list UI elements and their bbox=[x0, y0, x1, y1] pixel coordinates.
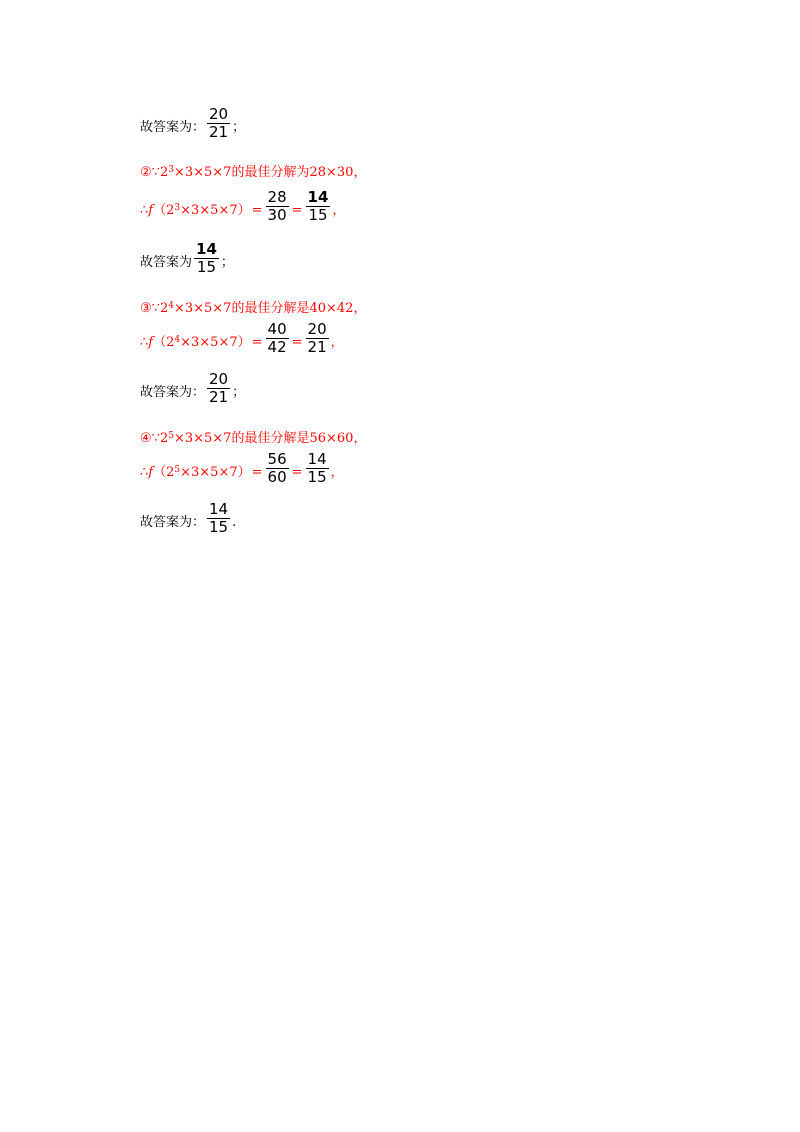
product-rest: ×3×5×7 bbox=[173, 301, 232, 316]
numerator: 56 bbox=[267, 450, 287, 468]
punctuation: ， bbox=[353, 301, 367, 316]
denominator: 30 bbox=[267, 206, 287, 224]
numerator: 40 bbox=[267, 320, 287, 338]
denominator: 15 bbox=[307, 468, 327, 486]
exponent: 5 bbox=[174, 465, 181, 475]
function-name: f bbox=[148, 335, 154, 350]
answer-line-10 bbox=[140, 490, 237, 536]
punctuation: ； bbox=[220, 255, 234, 270]
fraction bbox=[207, 371, 230, 406]
function-name: f bbox=[148, 203, 154, 218]
numerator: 14 bbox=[209, 500, 229, 518]
punctuation: ； bbox=[232, 385, 246, 400]
equals-sign: = bbox=[251, 465, 263, 480]
because-symbol: ∵ bbox=[151, 431, 160, 446]
punctuation: ， bbox=[332, 203, 346, 218]
factor-result: 40×42 bbox=[309, 301, 354, 316]
function-name: f bbox=[148, 465, 154, 480]
because-symbol: ∵ bbox=[151, 165, 160, 180]
exponent: 4 bbox=[168, 301, 174, 311]
therefore-symbol: ∴ bbox=[140, 203, 149, 218]
equals-sign: = bbox=[251, 203, 263, 218]
exponent: 3 bbox=[168, 165, 174, 175]
factor-result: 56×60 bbox=[309, 431, 354, 446]
circled-number: ② bbox=[140, 165, 152, 180]
close-paren: ） bbox=[237, 335, 251, 350]
denominator: 21 bbox=[209, 123, 229, 141]
denominator: 60 bbox=[267, 468, 287, 486]
f-line-6 bbox=[140, 310, 344, 356]
denominator: 21 bbox=[307, 338, 327, 356]
numerator: 20 bbox=[307, 320, 327, 338]
base: 2 bbox=[159, 431, 169, 446]
numerator: 28 bbox=[267, 188, 287, 206]
fraction-1 bbox=[266, 451, 289, 486]
product-rest: ×3×5×7 bbox=[180, 465, 238, 480]
equals-sign: = bbox=[251, 335, 263, 350]
fraction-1 bbox=[266, 189, 289, 224]
open-paren: （ bbox=[153, 203, 167, 218]
base: 2 bbox=[166, 335, 175, 350]
answer-line-7 bbox=[140, 360, 246, 406]
product-rest: ×3×5×7 bbox=[180, 203, 238, 218]
f-line-9 bbox=[140, 440, 344, 486]
base: 2 bbox=[159, 165, 169, 180]
numerator: 14 bbox=[307, 450, 327, 468]
close-paren: ） bbox=[237, 465, 251, 480]
denominator: 15 bbox=[209, 518, 229, 536]
denominator: 15 bbox=[308, 206, 328, 224]
fraction-2 bbox=[306, 189, 331, 224]
punctuation: . bbox=[232, 515, 237, 530]
product-rest: ×3×5×7 bbox=[180, 335, 238, 350]
fraction-2 bbox=[306, 451, 329, 486]
middle-text: 的最佳分解是 bbox=[231, 301, 310, 316]
punctuation: ， bbox=[330, 335, 344, 350]
answer-label: 故答案为： bbox=[140, 120, 206, 135]
denominator: 42 bbox=[267, 338, 287, 356]
middle-text: 的最佳分解为 bbox=[231, 165, 310, 180]
fraction-1 bbox=[266, 321, 289, 356]
fraction-2 bbox=[306, 321, 329, 356]
fraction bbox=[194, 241, 219, 276]
product-rest: ×3×5×7 bbox=[173, 165, 232, 180]
answer-label: 故答案为： bbox=[140, 515, 206, 530]
punctuation: ， bbox=[353, 165, 367, 180]
open-paren: （ bbox=[153, 465, 167, 480]
punctuation: ； bbox=[232, 120, 246, 135]
fraction bbox=[207, 106, 230, 141]
denominator: 15 bbox=[196, 258, 216, 276]
numerator: 20 bbox=[209, 370, 229, 388]
factor-result: 28×30 bbox=[309, 165, 354, 180]
equals-sign: = bbox=[291, 203, 303, 218]
open-paren: （ bbox=[153, 335, 167, 350]
therefore-symbol: ∴ bbox=[140, 335, 149, 350]
numerator: 14 bbox=[307, 188, 329, 206]
base: 2 bbox=[159, 301, 169, 316]
base: 2 bbox=[166, 465, 175, 480]
circled-number: ③ bbox=[140, 301, 152, 316]
numerator: 14 bbox=[196, 240, 217, 258]
middle-text: 的最佳分解是 bbox=[231, 431, 310, 446]
exponent: 3 bbox=[174, 203, 181, 213]
answer-line-1 bbox=[140, 95, 246, 141]
numerator: 20 bbox=[209, 105, 229, 123]
because-symbol: ∵ bbox=[151, 301, 160, 316]
answer-label: 故答案为： bbox=[140, 385, 206, 400]
exponent: 5 bbox=[168, 431, 174, 441]
f-line-3 bbox=[140, 178, 346, 224]
close-paren: ） bbox=[237, 203, 251, 218]
punctuation: ， bbox=[353, 431, 367, 446]
fraction bbox=[207, 501, 230, 536]
factor-line-2 bbox=[140, 140, 366, 180]
answer-line-4 bbox=[140, 230, 234, 276]
therefore-symbol: ∴ bbox=[140, 465, 149, 480]
equals-sign: = bbox=[291, 335, 303, 350]
exponent: 4 bbox=[174, 335, 181, 345]
denominator: 21 bbox=[209, 388, 229, 406]
answer-label: 故答案为 bbox=[140, 255, 193, 270]
product-rest: ×3×5×7 bbox=[173, 431, 232, 446]
circled-number: ④ bbox=[140, 431, 152, 446]
base: 2 bbox=[166, 203, 175, 218]
equals-sign: = bbox=[291, 465, 303, 480]
punctuation: ， bbox=[330, 465, 344, 480]
